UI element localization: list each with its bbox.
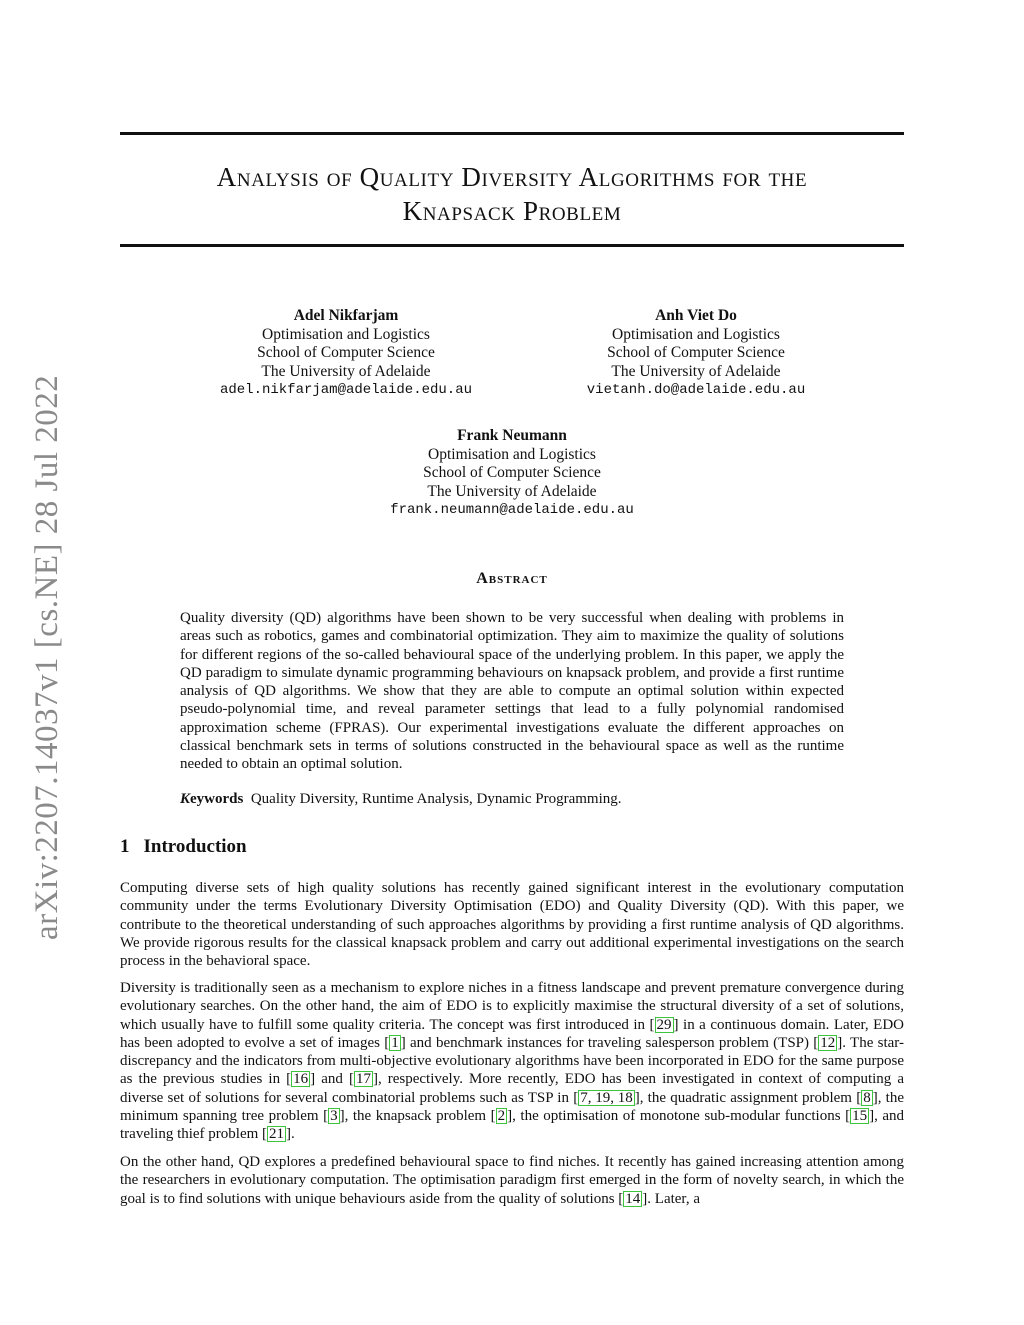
paragraph-text: On the other hand, QD explores a predefined behavioural space to find niches. It recently has gained increasing attention among the researchers in evolutionary computation. The optimisation paradigm first emerged in the form of novelty search, in which the goal is to find solutions with unique behaviours aside from the quality of solutions [ 14 ]. Later, a bbox=[120, 1154, 904, 1207]
paper-title bbox=[120, 160, 904, 228]
keywords-label bbox=[180, 791, 243, 807]
title-line-1: Analysis of Quality Diversity Algorithms for the bbox=[216, 162, 808, 192]
citation-link[interactable]: 12 bbox=[820, 1034, 836, 1051]
keywords bbox=[180, 790, 844, 808]
keywords-label-k: K bbox=[180, 791, 191, 807]
author-email[interactable]: adel.nikfarjam@adelaide.edu.au bbox=[219, 382, 473, 398]
text-run: . Later, a bbox=[647, 1190, 700, 1207]
intro-paragraph-2 bbox=[120, 979, 904, 1144]
intro-paragraph-3 bbox=[120, 1153, 904, 1208]
author-school: School of Computer Science bbox=[423, 464, 601, 481]
citation-link[interactable]: 7, 19, 18 bbox=[580, 1089, 633, 1106]
text-run: and bbox=[315, 1071, 349, 1088]
text-run: , the quadratic assignment problem bbox=[639, 1089, 857, 1106]
title-rule-bottom bbox=[120, 244, 904, 247]
text-run: in a continuous domain. Later, EDO has been adopted to evolve a set of images bbox=[120, 1016, 904, 1051]
abstract-heading: Abstract bbox=[476, 570, 548, 587]
text-run: On the other hand, QD explores a predefined behavioural space to find niches. It recently has gained increasing attention among the researchers in evolutionary computation. The optimisation paradigm first emerged in the form of novelty search, in which the goal is to find solutions with unique behaviours aside from the quality of solutions bbox=[120, 1154, 904, 1207]
section-heading-introduction bbox=[120, 836, 247, 858]
keywords-text: Quality Diversity, Runtime Analysis, Dynamic Programming. bbox=[250, 791, 622, 807]
citation-link[interactable]: 15 bbox=[852, 1108, 868, 1125]
section-number: 1 bbox=[120, 836, 130, 857]
text-run: . bbox=[291, 1126, 295, 1143]
citation-link[interactable]: 1 bbox=[391, 1034, 399, 1051]
author-school: School of Computer Science bbox=[257, 344, 435, 361]
author-university: The University of Adelaide bbox=[611, 362, 781, 380]
author-school: School of Computer Science bbox=[607, 344, 785, 361]
text-run: Diversity is traditionally seen as a mechanism to explore niches in a fitness landscape and prevent premature convergence during evolutionary searches. On the other hand, the aim of EDO is to explicitly maximise the structural diversity of a set of solutions, which usually have to fulfill some quality criteria. The concept was first introduced in bbox=[120, 980, 904, 1033]
keywords-label-rest: eywords bbox=[190, 791, 244, 807]
author-university: The University of Adelaide bbox=[261, 362, 431, 380]
text-run: and benchmark instances for traveling salesperson problem (TSP) bbox=[405, 1034, 814, 1051]
text-run: , and traveling thief problem bbox=[120, 1108, 905, 1143]
author-group: Optimisation and Logistics bbox=[612, 325, 780, 343]
paragraph-text: Diversity is traditionally seen as a mechanism to explore niches in a fitness landscape and prevent premature convergence during evolutionary searches. On the other hand, the aim of EDO is to explicitly maximise the structural diversity of a set of solutions, which usually have to fulfill some quality criteria. The concept was first introduced in [ 29 ] in a continuous domain. Later, EDO has been adopted to evolve a set of images [ 1 ] and benchmark instances for traveling salesperson problem (TSP) [ 12 ]. The star-discrepancy and the indicators from multi-objective evolutionary algorithms have been incorporated in EDO for the same purpose as the previous studies in [ 16 ] and [ 17 ], respectively. More recently, EDO has been investigated in context of computing a diverse set of solutions for several combinatorial problems such as TSP in [ 7, 19, 18 ], the quadratic assignment problem [ 8 ], the minimum spanning tree problem [ 3 ], the knapsack problem [ 2 ], the optimisation of monotone sub-modular functions [ 15 ], and traveling thief problem [ 21 ]. bbox=[120, 980, 905, 1143]
arxiv-stamp: arXiv:2207.14037v1 [cs.NE] 28 Jul 2022 bbox=[29, 374, 65, 940]
author-name: Anh Viet Do bbox=[655, 307, 737, 324]
author-group: Optimisation and Logistics bbox=[262, 325, 430, 343]
author-university: The University of Adelaide bbox=[427, 482, 597, 500]
citation-link[interactable]: 16 bbox=[293, 1071, 309, 1088]
title-line-2: Knapsack Problem bbox=[402, 196, 622, 226]
author-block-2 bbox=[546, 307, 846, 400]
paragraph-text: Computing diverse sets of high quality solutions has recently gained significant interest in the evolutionary computation community under the terms Evolutionary Diversity Optimisation (EDO) and Quality Diversity (QD). With this paper, we contribute to the theoretical understanding of such approaches algorithms by providing a first runtime analysis of QD algorithms. We provide rigorous results for the classical knapsack problem and carry out additional experimental investigations on the search process in the behavioral space. bbox=[120, 880, 904, 970]
citation-link[interactable]: 3 bbox=[330, 1108, 338, 1125]
citation-link[interactable]: 29 bbox=[656, 1016, 672, 1033]
author-email[interactable]: frank.neumann@adelaide.edu.au bbox=[390, 502, 634, 518]
author-block-3 bbox=[362, 427, 662, 520]
title-rule-top bbox=[120, 132, 904, 135]
text-run: , the knapsack problem bbox=[344, 1108, 491, 1125]
abstract-text: Quality diversity (QD) algorithms have been shown to be very successful when dealing with problems in areas such as robotics, games and combinatorial optimization. They aim to maximize the quality of solutions for different regions of the so-called behavioural space of the underlying problem. In this paper, we apply the QD paradigm to simulate dynamic programming behaviours on knapsack problem, and provide a first runtime analysis of QD algorithms. We show that they are able to compute an optimal solution within expected pseudo-polynomial time, and reveal parameter settings that lead to a fully polynomial randomised approximation scheme (FPRAS). Our experimental investigations evaluate the different approaches on classical benchmark sets in terms of solutions constructed in the behavioural space as well as the runtime needed to obtain an optimal solution. bbox=[180, 610, 844, 773]
citation-link[interactable]: 8 bbox=[863, 1089, 871, 1106]
author-block-1 bbox=[196, 307, 496, 400]
section-title: Introduction bbox=[143, 836, 247, 857]
author-email[interactable]: vietanh.do@adelaide.edu.au bbox=[586, 382, 806, 398]
author-name: Adel Nikfarjam bbox=[293, 307, 399, 324]
text-run: , the minimum spanning tree problem bbox=[120, 1089, 905, 1125]
citation-link[interactable]: 21 bbox=[269, 1126, 285, 1143]
citation-link[interactable]: 14 bbox=[625, 1190, 641, 1207]
citation-link[interactable]: 2 bbox=[497, 1108, 506, 1125]
citation-link[interactable]: 17 bbox=[355, 1071, 371, 1088]
text-run: , respectively. More recently, EDO has been investigated in context of computing a diverse set of solutions for several combinatorial problems such as TSP in bbox=[120, 1071, 904, 1106]
author-name: Frank Neumann bbox=[457, 427, 567, 444]
intro-paragraph-1 bbox=[120, 879, 904, 970]
text-run: . The star-discrepancy and the indicators from multi-objective evolutionary algorithms have been incorporated in EDO for the same purpose as the previous studies in bbox=[120, 1034, 905, 1088]
text-run: , the optimisation of monotone sub-modular functions bbox=[512, 1108, 846, 1125]
author-group: Optimisation and Logistics bbox=[428, 445, 596, 463]
